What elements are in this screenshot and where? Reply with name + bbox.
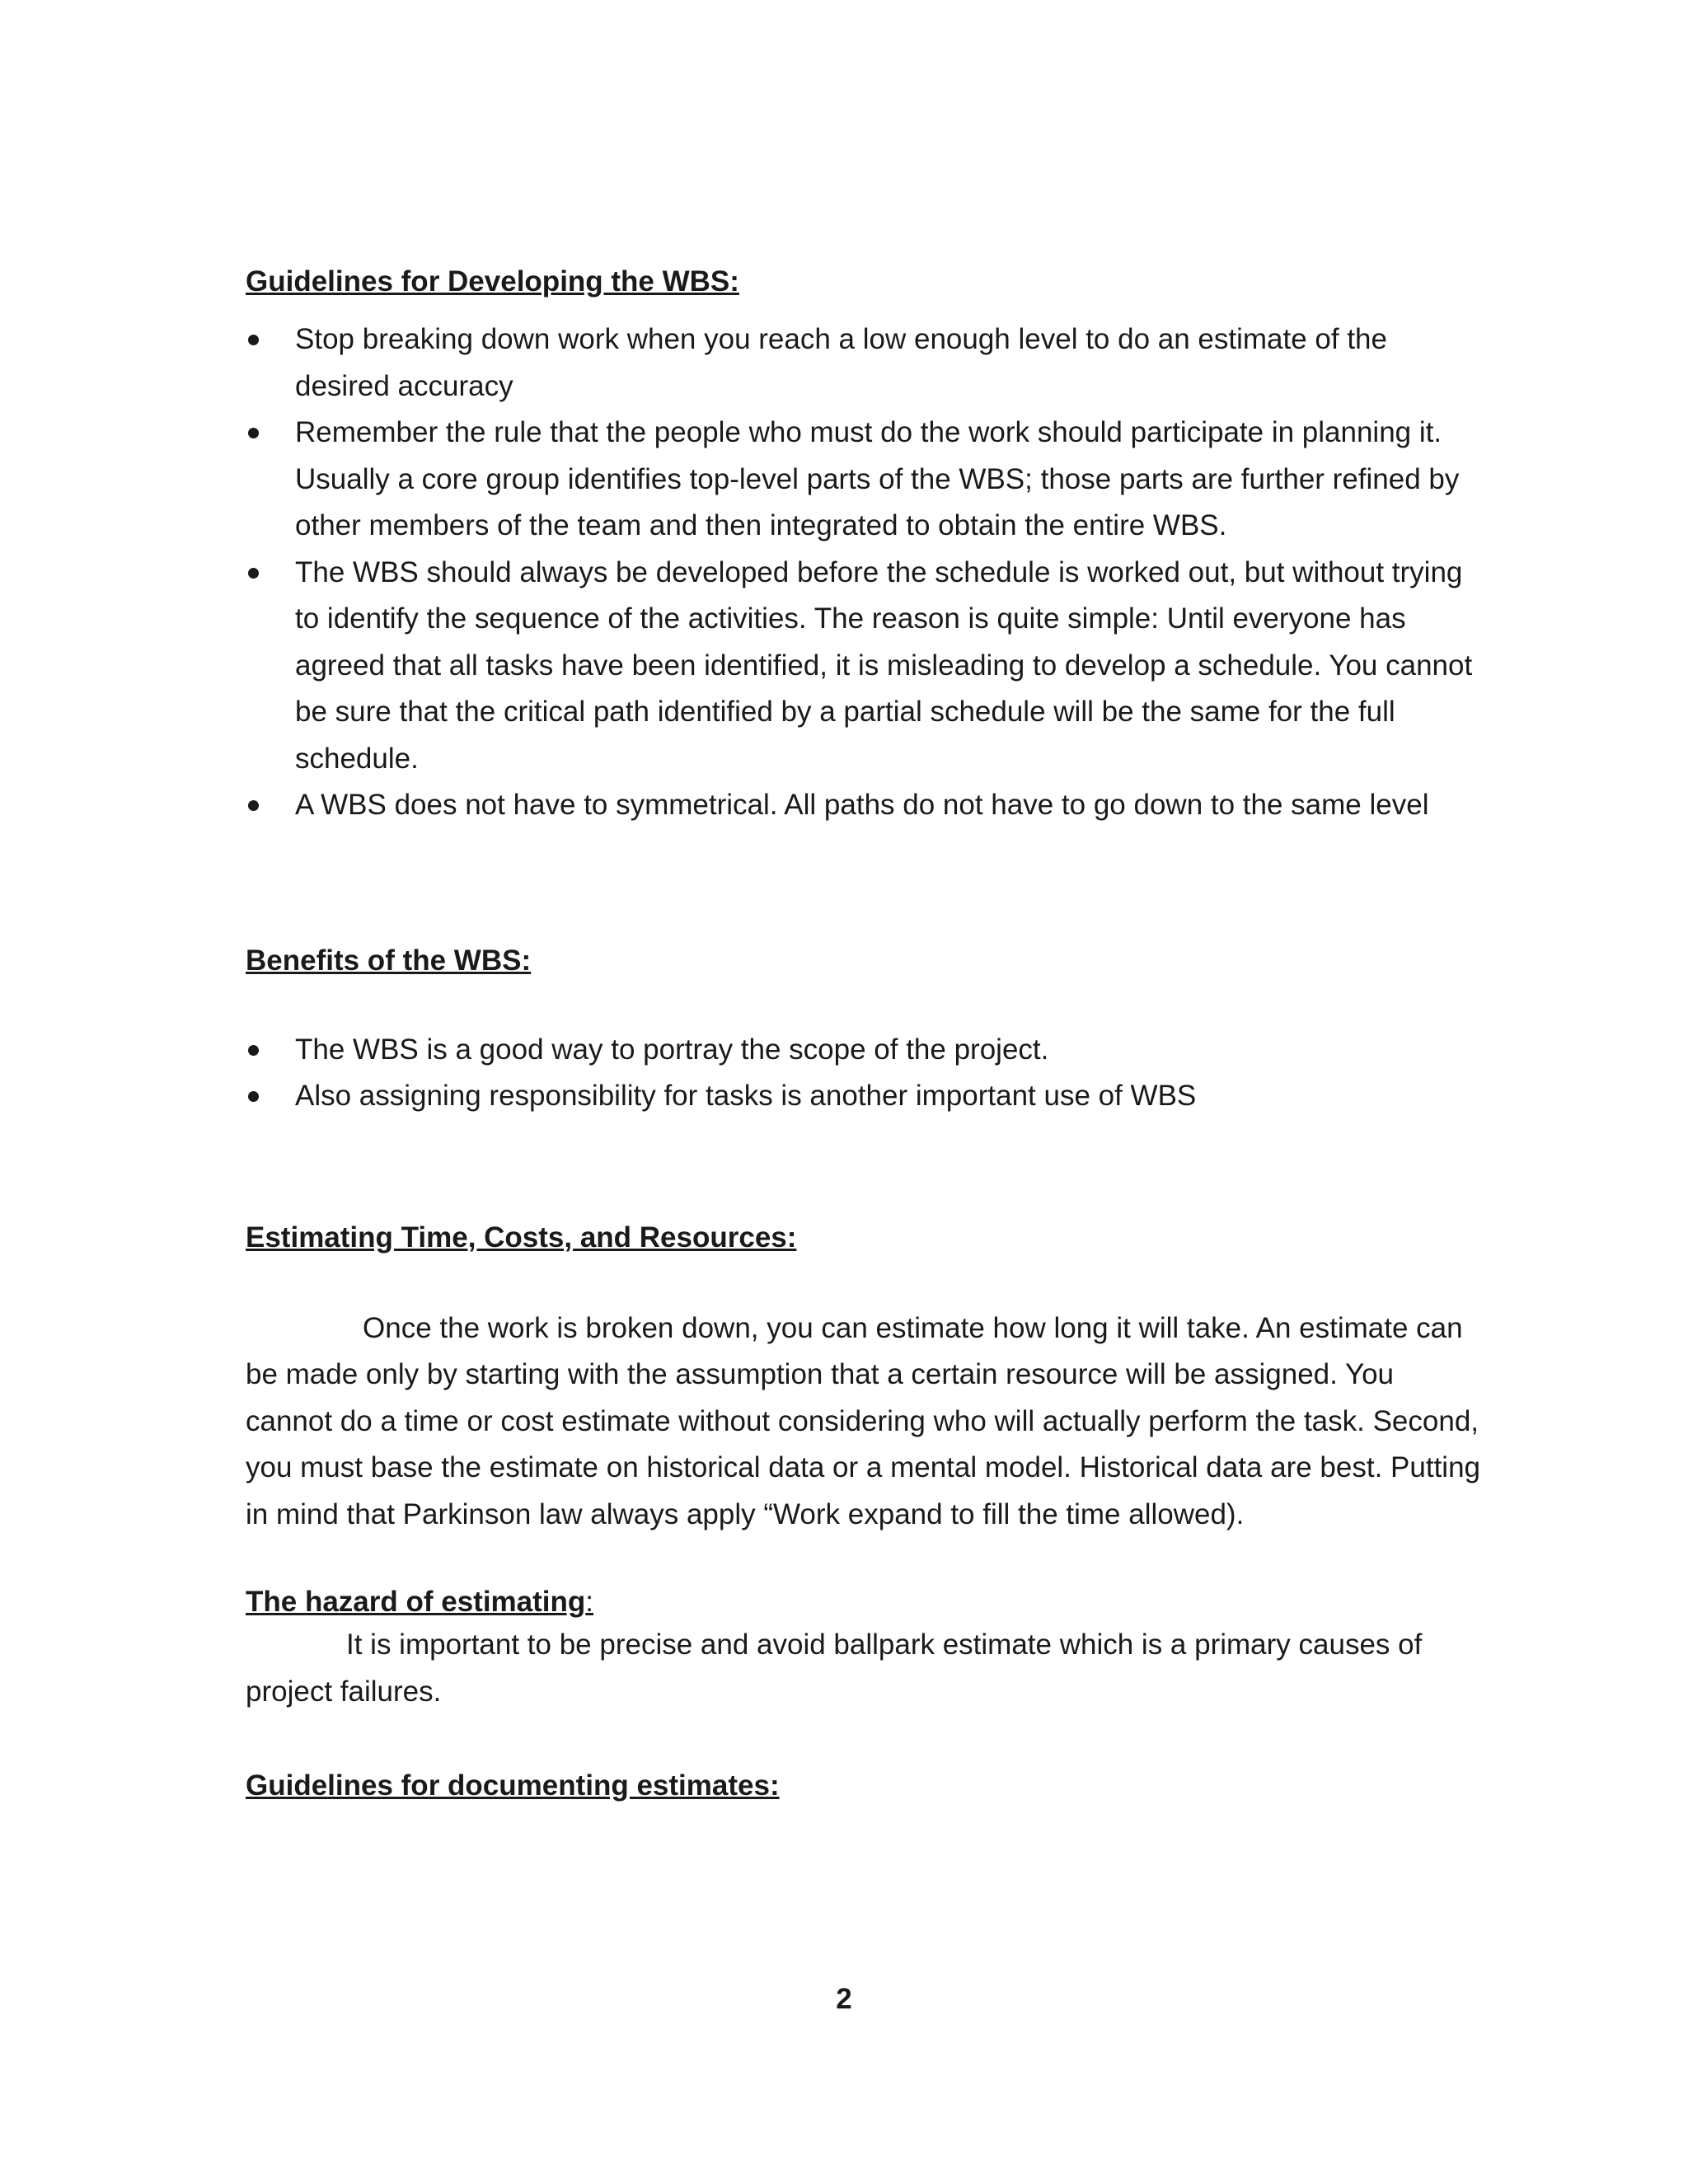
list-item: The WBS should always be developed before the schedule is worked out, but without trying to identify the sequence of the activities. The reason is quite simple: Until everyone has agreed that all tasks have been identified, it is misleading to develop a schedule. You cannot be sure that the critical path identified by a partial schedule will be the same for the full schedule. xyxy=(246,550,1482,783)
list-item: Also assigning responsibility for tasks is another important use of WBS xyxy=(246,1073,1482,1120)
list-wbs-guidelines xyxy=(246,316,1482,829)
heading-benefits: Benefits of the WBS: xyxy=(246,944,532,977)
list-item: Stop breaking down work when you reach a low enough level to do an estimate of the desired accuracy xyxy=(246,316,1482,410)
heading-documenting: Guidelines for documenting estimates: xyxy=(246,1769,780,1802)
heading-hazard xyxy=(246,1582,1482,1622)
heading-estimating: Estimating Time, Costs, and Resources: xyxy=(246,1221,797,1254)
heading-hazard-colon: : xyxy=(585,1586,594,1618)
heading-hazard-text: The hazard of estimating xyxy=(246,1586,586,1618)
list-item: Remember the rule that the people who must do the work should participate in planning it. Usually a core group identifies top-level parts of the WBS; those parts are further refined by other members of the team and then integrated to obtain the entire WBS. xyxy=(246,410,1482,550)
page-number: 2 xyxy=(836,1983,852,2015)
list-benefits xyxy=(246,1027,1482,1120)
paragraph-hazard: It is important to be precise and avoid ballpark estimate which is a primary causes of project failures. xyxy=(246,1629,1423,1708)
heading-wbs-guidelines: Guidelines for Developing the WBS: xyxy=(246,265,739,298)
list-item: The WBS is a good way to portray the scope of the project. xyxy=(246,1027,1482,1074)
page-content xyxy=(246,262,1482,1806)
paragraph-estimating: Once the work is broken down, you can estimate how long it will take. An estimate can be made only by starting with the assumption that a certain resource will be assigned. You cannot do a time or cost estimate without considering who will actually perform the task. Second, you must base the estimate on historical data or a mental model. Historical data are best. Putting in mind that Parkinson law always apply “Work expand to fill the time allowed). xyxy=(246,1311,1480,1530)
list-item: A WBS does not have to symmetrical. All paths do not have to go down to the same level xyxy=(246,782,1482,829)
